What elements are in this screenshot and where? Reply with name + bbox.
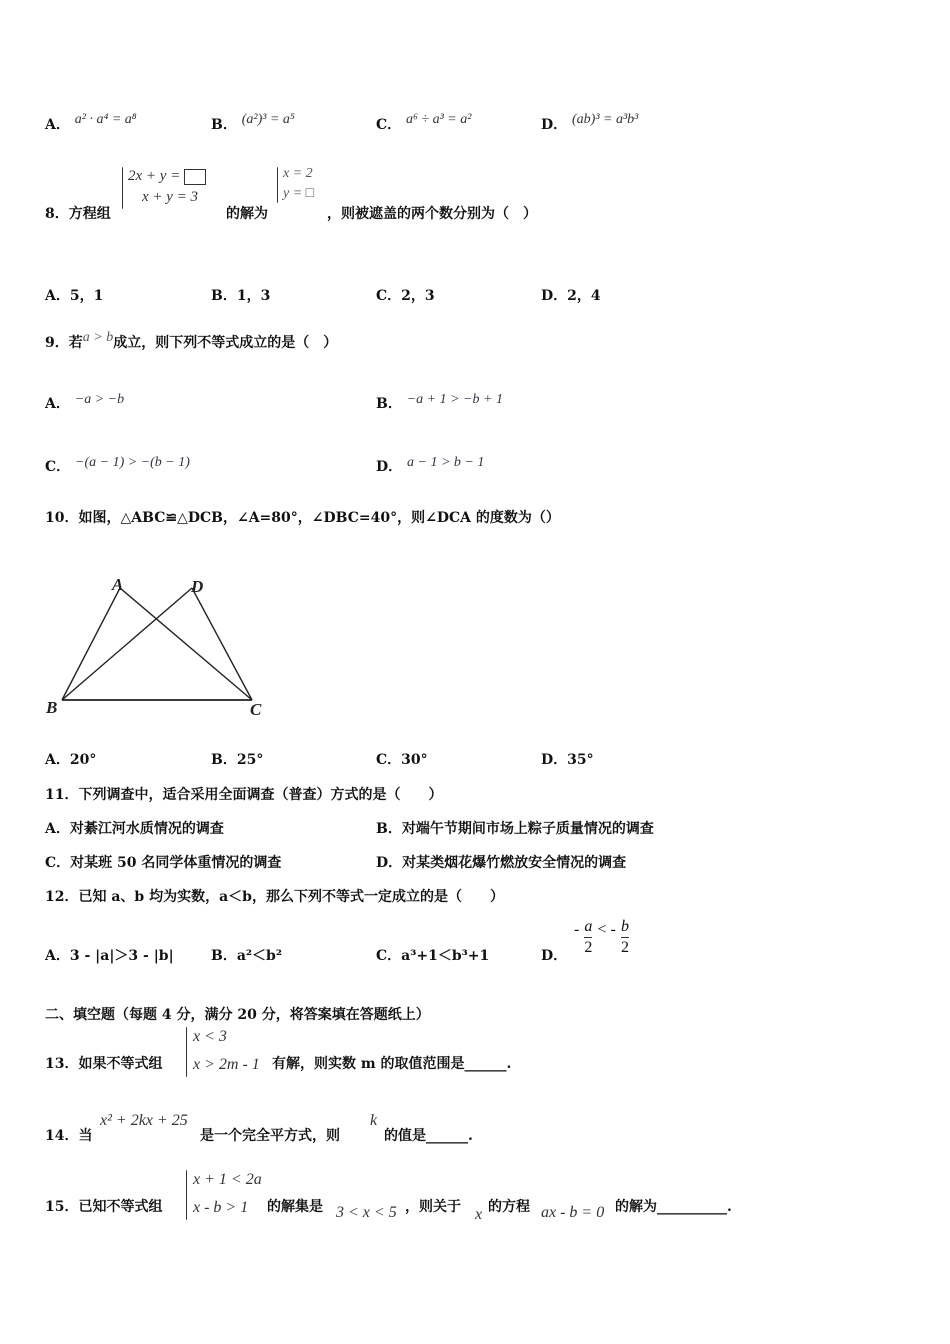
vertex-label-d: D [191,577,204,596]
segment-ac [120,588,252,700]
brace-icon [122,167,123,209]
q14-variable: k [370,1112,378,1129]
option-expr: (a²)³ = a⁵ [241,112,295,127]
q15-line1: x + 1 < 2a [193,1171,262,1188]
q15-suffix: 的解为__________. [615,1199,732,1215]
q15-mid1: 的解集是 [267,1199,323,1215]
segment-dc [192,588,252,700]
q15-variable: x [475,1206,483,1223]
q12-option-d-expr: - $\frac{a}{2}$ < - $\frac{b}{2}$ [574,918,629,956]
q12-option-d: D． [541,948,568,964]
q8-system-line1: 2x + y = [128,168,206,185]
q10-option-d: D．35° [541,752,594,768]
q12-question: 12．已知 a、b 均为实数，a＜b，那么下列不等式一定成立的是（ ） [45,889,504,905]
q13-line1: x < 3 [193,1028,227,1045]
q12-option-a: A．3 - |a|＞3 - |b| [45,948,174,964]
brace-icon [186,1170,187,1220]
q13-prefix: 13．如果不等式组 [45,1056,163,1072]
q10-question: 10．如图，△ABC≌△DCB，∠A=80°，∠DBC=40°，则∠DCA 的度数为（） [45,510,560,526]
q8-suffix: ，则被遮盖的两个数分别为（ ） [327,206,537,222]
q7-option-b [211,114,295,134]
q9-option-d: D． a − 1 > b − 1 [376,455,485,475]
covered-box-icon [184,169,206,185]
q12-option-b: B．a²＜b² [211,948,282,964]
vertex-label-c: C [250,700,262,719]
fraction-b-over-2: $\frac{b}{2}$ [620,918,629,956]
option-label: D． [541,117,568,133]
q8-prefix: 8．方程组 [45,206,111,222]
option-label: C． [376,117,402,133]
q10-option-c: C．30° [376,752,428,768]
q8-system-line2: x + y = 3 [142,189,199,205]
q8-option-c: C．2，3 [376,288,435,304]
q9-question: 9．若a > b成立，则下列不等式成立的是（ ） [45,330,338,351]
q14-expression: x² + 2kx + 25 [100,1112,188,1129]
q11-option-b: B．对端午节期间市场上粽子质量情况的调查 [376,821,654,837]
q10-option-a: A．20° [45,752,97,768]
q8-option-d: D．2，4 [541,288,601,304]
q11-question: 11．下列调查中，适合采用全面调查（普查）方式的是（ ） [45,787,443,803]
fraction-a-over-2: $\frac{a}{2}$ [584,918,593,956]
q14-prefix: 14．当 [45,1128,93,1144]
option-expr: a² · a⁴ = a⁸ [74,112,137,127]
q8-option-b: B．1，3 [211,288,271,304]
segment-db [62,588,192,700]
q8-solution-line2: y = □ [283,186,315,201]
q14-suffix: 的值是______. [384,1128,473,1144]
q15-line2: x - b > 1 [193,1199,249,1216]
q15-mid3: 的方程 [488,1199,530,1215]
vertex-label-b: B [46,698,58,717]
q11-option-d: D．对某类烟花爆竹燃放安全情况的调查 [376,855,627,871]
q15-equation: ax - b = 0 [541,1204,605,1221]
vertex-label-a: A [112,575,124,594]
q15-prefix: 15．已知不等式组 [45,1199,163,1215]
q12-option-c: C．a³+1＜b³+1 [376,948,490,964]
q15-mid2: ，则关于 [405,1199,461,1215]
q9-condition: a > b [82,330,114,345]
q13-suffix: 有解，则实数 m 的取值范围是______. [272,1056,512,1072]
q13-line2: x > 2m - 1 [193,1056,260,1073]
q7-option-a [45,114,137,134]
q9-option-c: C． −(a − 1) > −(b − 1) [45,455,190,475]
option-label: A． [45,117,70,133]
q8-mid: 的解为 [226,206,268,222]
q10-option-b: B．25° [211,752,264,768]
q7-option-c [376,114,471,134]
option-label: B． [211,117,237,133]
q11-option-a: A．对綦江河水质情况的调查 [45,821,224,837]
option-expr: a⁶ ÷ a³ = a² [406,112,472,127]
q7-option-d [541,114,638,134]
q8-option-a: A．5，1 [45,288,104,304]
brace-icon [277,167,278,203]
option-expr: (ab)³ = a³b³ [572,112,639,127]
brace-icon [186,1027,187,1077]
q11-option-c: C．对某班 50 名同学体重情况的调查 [45,855,282,871]
q9-option-b: B． −a + 1 > −b + 1 [376,392,503,412]
q9-option-a: A． −a > −b [45,392,125,412]
section-title: 二、填空题（每题 4 分，满分 20 分，将答案填在答题纸上） [45,1007,430,1023]
segment-ab [62,588,120,700]
triangle-figure [40,570,280,725]
q14-mid: 是一个完全平方式，则 [200,1128,340,1144]
q8-solution-line1: x = 2 [283,166,313,181]
q15-range: 3 < x < 5 [336,1204,397,1221]
